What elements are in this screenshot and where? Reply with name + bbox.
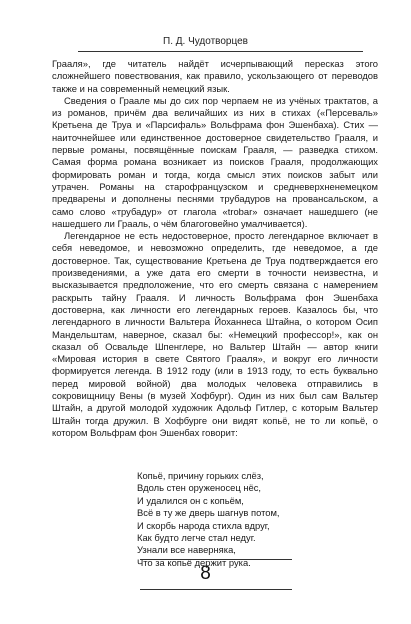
poem-line: Копьё, причину горьких слёз,: [137, 470, 264, 481]
poem-line: И удалился он с копьём,: [137, 494, 244, 506]
poem-line: Узнали все наверняка,: [137, 544, 236, 556]
footer-rule-top: [140, 559, 292, 560]
paragraph: Грааля», где читатель найдёт исчерпывающий пересказ этого сложнейшего повествования, как правило, ускользающего от переводов также и на современный немецкий язык.: [52, 58, 378, 94]
poem-quote: [137, 470, 280, 569]
paragraph: Легендарное не есть недостоверное, просто легендарное включает в себя неведомое, и невозможно определить, где неведомое, а где достоверное. Так, существование Кретьена де Труа подтверждается его произведениями, а уже дата его смерти в точности неизвестна, и высказывается предположение, что его смерть связана с намерением раскрыть тайну Грааля. И личность Вольфрама фон Эшенбаха достоверна, как личности его легендарных героев. Казалось бы, что легендарного в личности Вальтера Йоханнеса Штайна, о котором Осип Мандельштам, наверное, сказал бы: «Немецкий профессор!», как он сказал об Освальде Шпенглере, но Вальтер Штайн — автор книги «Мировая история в свете Святого Грааля», и вокруг его личности формируется легенда. В 1912 году (или в 1913 году, то есть буквально перед мировой войной) два молодых человека отправились в сокровищницу Вены (в музей Хофбург). Один из них был сам Вальтер Штайн, а другой молодой художник Адольф Гитлер, с которым Вальтер Штайн тогда дружил. В Хофбурге они видят копьё, не то ли копьё, о котором Вольфрам фон Эшенбах говорит:: [52, 230, 378, 438]
running-title: П. Д. Чудотворцев: [163, 36, 248, 47]
body-text: [52, 58, 378, 439]
page-number: 8: [200, 563, 211, 584]
poem-line: И скорбь народа стихла вдруг,: [137, 519, 270, 531]
poem-line: Как будто легче стал недуг.: [137, 532, 256, 544]
poem-line: Всё в ту же дверь шагнув потом,: [137, 507, 280, 519]
poem-line: Вдоль стен оруженосец нёс,: [137, 482, 262, 494]
paragraph: Сведения о Граале мы до сих пор черпаем не из учёных трактатов, а из романов, причём два величайших из них в стихах («Персеваль» Кретьена де Труа и «Парсифаль» Вольфрама фон Эшенбаха). Стих — наиточнейшее или единственное достоверное свидетельство Грааля, и первые романы, посвящённые поискам Грааля, — разведка стихом. Самая форма романа возникает из поисков Грааля, продолжающих формировать роман и тогда, когда смысл этих поисков забыт или утрачен. Романы на старофранцузском и средневерхненемецком предварены и дополнены песнями трубадуров на провансальском, а само слово «трубадур» от глагола «trobar» означает нашедшего (не нашедшего ли Грааль, о чём благоговейно умалчивается).: [52, 94, 378, 229]
footer-rule-bottom: [140, 589, 292, 590]
header-rule: [78, 51, 363, 52]
poem-line: Что за копьё держит рука.: [137, 556, 251, 568]
